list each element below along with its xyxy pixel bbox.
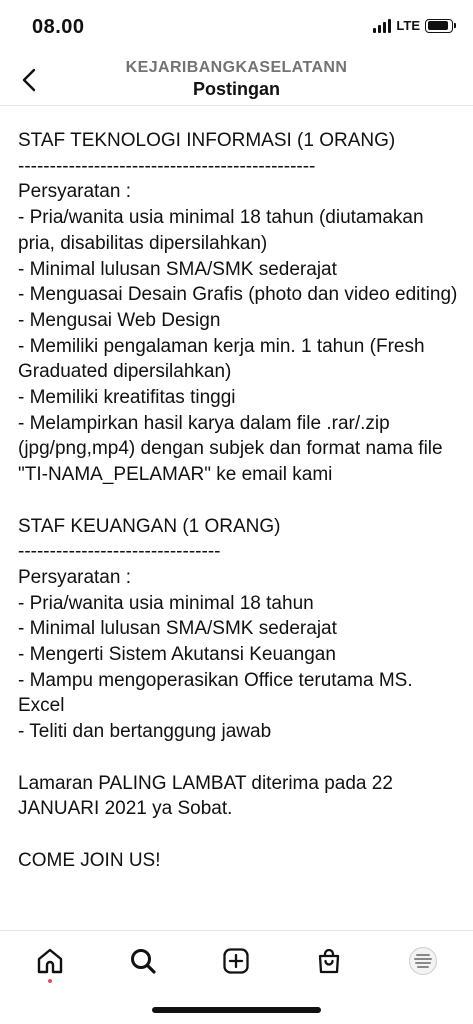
status-indicators <box>373 18 453 33</box>
post-caption <box>18 128 463 873</box>
header-title-block <box>0 58 473 100</box>
caption-line: - Pria/wanita usia minimal 18 tahun <box>18 592 314 614</box>
signal-icon <box>373 19 391 33</box>
nav-home-button[interactable] <box>30 941 70 981</box>
caption-line: Persyaratan : <box>18 181 131 203</box>
battery-level <box>428 21 449 30</box>
blank-line <box>18 745 463 771</box>
caption-line: - Teliti dan bertanggung jawab <box>18 721 272 743</box>
battery-icon <box>425 19 453 33</box>
caption-line: - Melampirkan hasil karya dalam file .rar/.zip (jpg/png,mp4) dengan subjek dan format nama file "TI-NAMA_PELAMAR" ke email kami <box>18 412 448 486</box>
caption-line: - Pria/wanita usia minimal 18 tahun (diutamakan pria, disabilitas dipersilahkan) <box>18 207 429 254</box>
caption-line: - Menguasai Desain Grafis (photo dan video editing) <box>18 284 458 306</box>
caption-line: - Memiliki kreatifitas tinggi <box>18 387 236 409</box>
caption-line: - Minimal lulusan SMA/SMK sederajat <box>18 258 337 280</box>
status-bar <box>0 0 473 54</box>
caption-line: - Minimal lulusan SMA/SMK sederajat <box>18 618 337 640</box>
status-time: 08.00 <box>32 16 85 38</box>
profile-avatar <box>409 947 437 975</box>
caption-line: Lamaran PALING LAMBAT diterima pada 22 JANUARI 2021 ya Sobat. <box>18 772 399 820</box>
caption-line: - Mengusai Web Design <box>18 309 221 331</box>
bottom-nav <box>0 930 473 990</box>
caption-line: Persyaratan : <box>18 566 131 588</box>
caption-line: ----------------------------------------------- <box>18 155 316 177</box>
caption-line: - Memiliki pengalaman kerja min. 1 tahun (Fresh Graduated dipersilahkan) <box>18 335 430 383</box>
nav-new-post-button[interactable] <box>216 941 256 981</box>
blank-line <box>18 488 463 514</box>
home-icon <box>36 947 64 975</box>
caption-line: STAF KEUANGAN (1 ORANG) <box>18 515 281 537</box>
network-type: LTE <box>396 18 420 33</box>
shop-icon <box>315 947 343 975</box>
caption-line: STAF TEKNOLOGI INFORMASI (1 ORANG) <box>18 130 396 151</box>
search-icon <box>129 947 157 975</box>
home-indicator[interactable] <box>152 1007 321 1013</box>
caption-line: - Mengerti Sistem Akutansi Keuangan <box>18 644 336 666</box>
new-post-icon <box>222 947 250 975</box>
page-title: Postingan <box>192 79 280 99</box>
blank-line <box>18 822 463 848</box>
nav-search-button[interactable] <box>123 941 163 981</box>
caption-line: - Mampu mengoperasikan Office terutama MS. Excel <box>18 669 418 717</box>
nav-shop-button[interactable] <box>309 941 349 981</box>
account-name[interactable]: KEJARIBANGKASELATANN <box>125 59 348 76</box>
nav-profile-button[interactable] <box>403 941 443 981</box>
caption-line: COME JOIN US! <box>18 849 161 871</box>
top-header <box>0 54 473 106</box>
caption-line: -------------------------------- <box>18 541 221 563</box>
notification-dot <box>48 979 52 983</box>
